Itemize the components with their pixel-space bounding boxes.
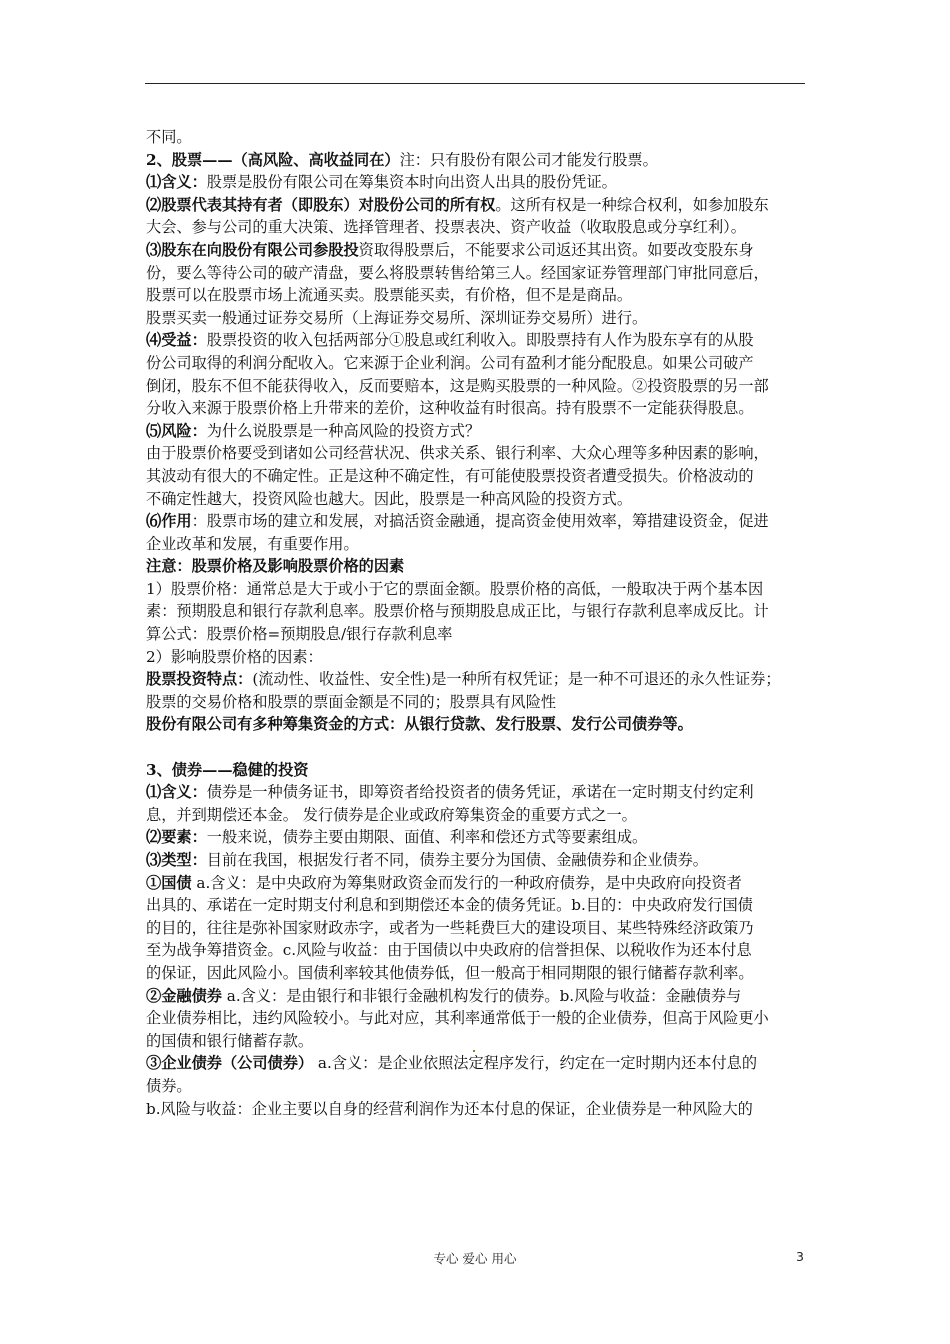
text-line (146, 171, 810, 194)
bold-text: 股票投资特点： (146, 670, 253, 689)
text-line (146, 329, 810, 352)
text-line (146, 307, 810, 330)
text-run: 股票买卖一般通过证券交易所（上海证券交易所、深圳证券交易所）进行。 (146, 308, 648, 327)
text-line (146, 646, 810, 669)
text-line (146, 555, 810, 578)
text-line (146, 465, 810, 488)
text-run: 1）股票价格：通常总是大于或小于它的票面金额。股票价格的高低，一般取决于两个基本因 (146, 579, 764, 598)
page-number: 3 (796, 1249, 804, 1264)
text-run: a.含义：是由银行和非银行金融机构发行的债券。b.风险与收益：金融债券与 (221, 986, 742, 1005)
bold-text: 注意：股票价格及影响股票价格的因素 (146, 557, 405, 576)
bold-text: ③企业债券（公司债券） (146, 1054, 314, 1073)
text-line (146, 691, 810, 714)
text-run: 目前在我国，根据发行者不同，债券主要分为国债、金融债券和企业债券。 (206, 851, 708, 869)
text-line (146, 985, 810, 1008)
text-line (146, 1030, 810, 1053)
bold-text: ⑴含义： (146, 173, 207, 192)
text-line (146, 397, 810, 420)
text-run: 企业债券相比，违约风险较小。与此对应，其利率通常低于一般的企业债券，但高于风险更小 (146, 1009, 769, 1028)
text-run: 不确定性越大，投资风险也越大。因此，股票是一种高风险的投资方式。 (146, 489, 632, 508)
bold-text: ①国债 (146, 873, 192, 892)
text-run: 股票的交易价格和股票的票面金额是不同的；股票具有风险性 (146, 692, 557, 711)
text-run: 资取得股票后，不能要求公司返还其出资。如要改变股东身 (358, 240, 754, 259)
text-line (146, 804, 810, 827)
text-run: 分收入来源于股票价格上升带来的差价，这种收益有时很高。持有股票不一定能获得股息。 (146, 399, 754, 418)
text-run: 一般来说，债券主要由期限、面值、利率和偿还方式等要素组成。 (206, 828, 648, 847)
text-run: 份公司取得的利润分配收入。它来源于企业利润。公司有盈利才能分配股息。如果公司破产 (146, 353, 754, 372)
bold-text: ⑹作用 (146, 512, 192, 531)
text-line (146, 917, 810, 940)
text-line (146, 262, 810, 285)
bold-text: ②金融债券 (146, 986, 222, 1005)
text-line (146, 939, 810, 962)
text-run: 不同。 (146, 128, 192, 146)
text-run: 倒闭，股东不但不能获得收入，反而要赔本，这是购买股票的一种风险。②投资股票的另一部 (146, 376, 769, 395)
text-run: 2）影响股票价格的因素： (146, 647, 323, 666)
text-line (146, 149, 810, 172)
footer-motto: 专心 爱心 用心 (433, 1251, 517, 1266)
text-line (146, 194, 810, 217)
text-line (146, 781, 810, 804)
header-rule (145, 83, 805, 84)
bold-text: ⑵要素： (146, 828, 207, 847)
text-line (146, 623, 810, 646)
text-run: 。这所有权是一种综合权利，如参加股东 (495, 195, 769, 214)
text-run: ：股票市场的建立和发展，对搞活资金融通，提高资金使用效率，筹措建设资金，促进 (191, 512, 769, 531)
text-line (146, 849, 810, 872)
bold-text: ⑶股东在向股份有限公司参股投 (146, 240, 359, 259)
text-run: 份，要么等待公司的破产清盘，要么将股票转售给第三人。经国家证券管理部门审批同意后， (146, 263, 769, 282)
text-run: 的目的，往往是弥补国家财政赤字，或者为一些耗费巨大的建设项目、某些特殊经济政策乃 (146, 918, 754, 937)
text-run: 的国债和银行储蓄存款。 (146, 1031, 314, 1050)
text-line (146, 488, 810, 511)
text-run: 由于股票价格要受到诸如公司经营状况、供求关系、银行利率、大众心理等多种因素的影响， (146, 444, 769, 463)
text-run: 债券是一种债务证书，即筹资者给投资者的债务凭证，承诺在一定时期支付约定利 (206, 783, 754, 802)
bold-text: ⑵股票代表其持有者（即股东）对股份公司的所有权 (146, 195, 496, 214)
text-run: 出具的、承诺在一定时期支付利息和到期偿还本金的债务凭证。b.目的：中央政府发行国债 (146, 896, 753, 915)
text-run: 为什么说股票是一种高风险的投资方式？ (206, 421, 481, 440)
text-line (146, 1007, 810, 1030)
text-line (146, 1075, 810, 1098)
text-line (146, 1052, 810, 1075)
text-run: 至为战争筹措资金。c.风险与收益：由于国债以中央政府的信誉担保、以税收作为还本付息 (146, 941, 752, 960)
text-line (146, 510, 810, 533)
text-line (146, 533, 810, 556)
text-line (146, 216, 810, 239)
text-line (146, 668, 810, 691)
blank-line (146, 736, 810, 759)
text-line (146, 962, 810, 985)
text-run: 息，并到期偿还本金。 发行债券是企业或政府筹集资金的重要方式之一。 (146, 805, 637, 824)
bold-text: ⑸风险： (146, 421, 207, 440)
text-line (146, 352, 810, 375)
text-line (146, 713, 810, 736)
bold-text: 股份有限公司有多种筹集资金的方式：从银行贷款、发行股票、发行公司债券等。 (146, 715, 693, 734)
text-run: 素：预期股息和银行存款利息率。股票价格与预期股息成正比，与银行存款利息率成反比。计 (146, 602, 769, 621)
text-line (146, 420, 810, 443)
text-line (146, 600, 810, 623)
bold-text: 3、债券——稳健的投资 (146, 760, 309, 779)
text-run: 其波动有很大的不确定性。正是这种不确定性，有可能使股票投资者遭受损失。价格波动的 (146, 466, 754, 485)
text-line (146, 1098, 810, 1121)
document-body (146, 126, 810, 1120)
text-run: 大会、参与公司的重大决策、选择管理者、投票表决、资产收益（收取股息或分享红利）。 (146, 218, 746, 237)
text-run: b.风险与收益：企业主要以自身的经营利润作为还本付息的保证，企业债券是一种风险大的 (146, 1099, 753, 1118)
text-line (146, 375, 810, 398)
text-line (146, 126, 810, 149)
text-run: 债券。 (146, 1076, 192, 1095)
text-line (146, 872, 810, 895)
text-line (146, 759, 810, 782)
text-run: 的保证，因此风险小。国债利率较其他债券低，但一般高于相同期限的银行储蓄存款利率。 (146, 963, 754, 982)
text-line (146, 239, 810, 262)
text-run: 注：只有股份有限公司才能发行股票。 (399, 150, 658, 169)
text-line (146, 826, 810, 849)
text-run: 股票是股份有限公司在筹集资本时向出资人出具的股份凭证。 (206, 173, 617, 192)
text-line (146, 578, 810, 601)
text-run: 股票可以在股票市场上流通买卖。股票能买卖，有价格，但不是是商品。 (146, 286, 632, 305)
text-run: a.含义：是中央政府为筹集财政资金而发行的一种政府债券，是中央政府向投资者 (191, 873, 742, 892)
text-run: 股票投资的收入包括两部分①股息或红利收入。即股票持有人作为股东享有的从股 (206, 331, 754, 350)
text-line (146, 284, 810, 307)
text-run: a.含义：是企业依照法定程序发行，约定在一定时期内还本付息的 (313, 1054, 758, 1073)
bold-text: ⑶类型： (146, 851, 207, 869)
bold-text: 2、股票——（高风险、高收益同在） (146, 150, 400, 169)
bold-text: ⑴含义： (146, 783, 207, 802)
text-line (146, 442, 810, 465)
text-line (146, 894, 810, 917)
text-run: 企业改革和发展，有重要作用。 (146, 534, 359, 553)
bold-text: ⑷受益： (146, 331, 207, 350)
text-run: (流动性、收益性、安全性)是一种所有权凭证；是一种不可退还的永久性证券； (252, 670, 781, 689)
text-run: 算公式：股票价格=预期股息/银行存款利息率 (146, 625, 453, 644)
